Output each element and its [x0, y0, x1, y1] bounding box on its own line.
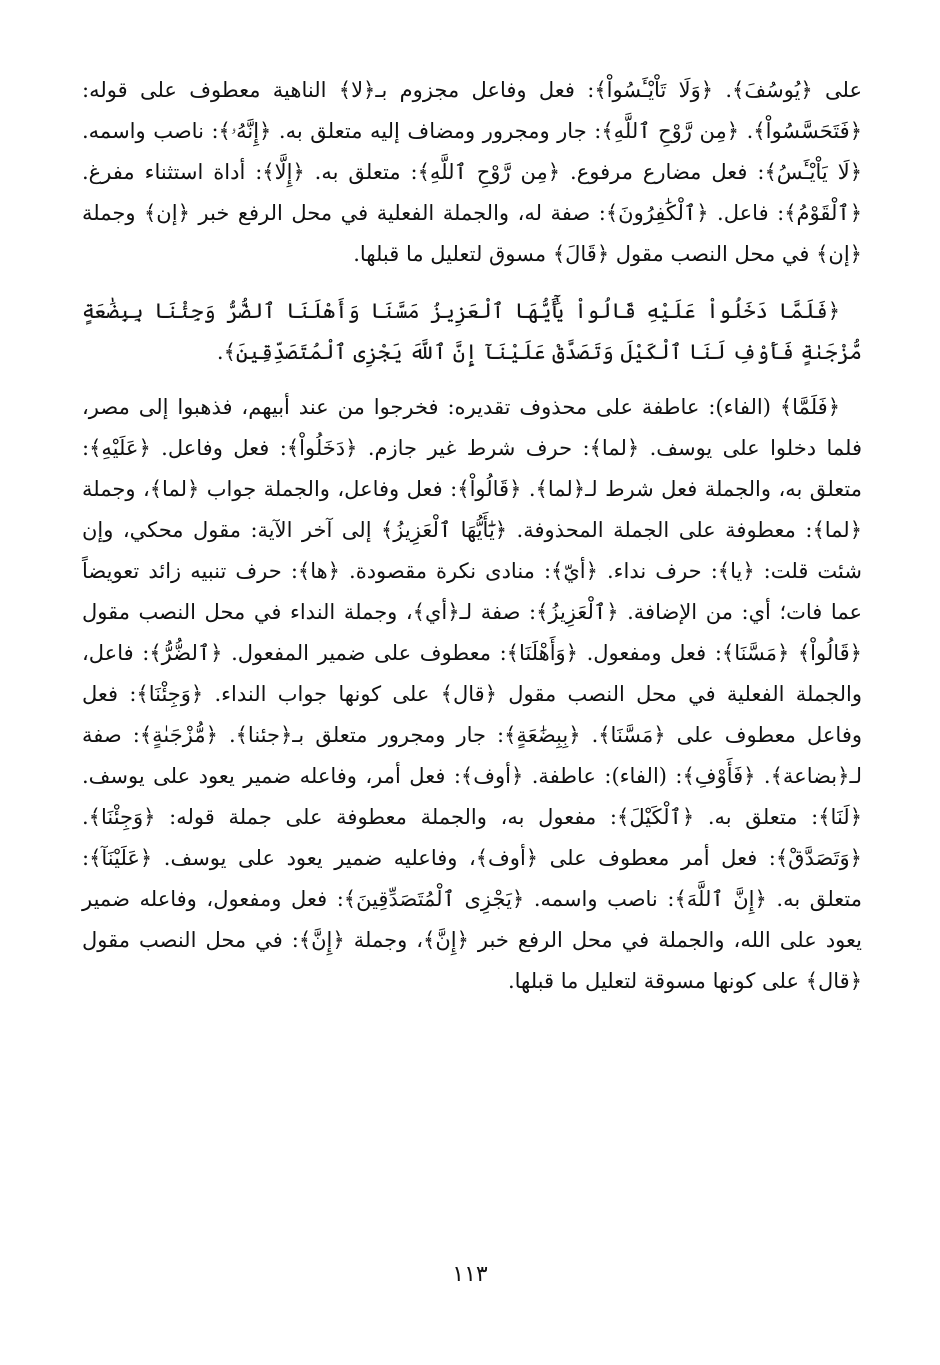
paragraph-commentary-1: على ﴿يُوسُفَ﴾. ﴿وَلَا تَاْيْـَٔسُواْ﴾: فعل وفاعل مجزوم بـ﴿لا﴾ الناهية معطوف على قوله: ﴿فَتَحَسَّسُواْ﴾. ﴿مِن رَّوْحِ ٱللَّهِ﴾: جار ومجرور ومضاف إليه متعلق به. ﴿إِنَّهُۥ﴾: ناصب واسمه. ﴿لَا يَاْيْـَٔسُ﴾: فعل مضارع مرفوع. ﴿مِن رَّوْحِ ٱللَّهِ﴾: متعلق به. ﴿إِلَّا﴾: أداة استثناء مفرغ. ﴿ٱلْقَوْمُ﴾: فاعل. ﴿ٱلْكَٰفِرُونَ﴾: صفة له، والجملة الفعلية في محل الرفع خبر ﴿إن﴾ وجملة ﴿إن﴾ في محل النصب مقول ﴿قَالَ﴾ مسوق لتعليل ما قبلها.	[82, 78, 862, 266]
page-body	[82, 70, 862, 1300]
quran-verse: ﴿فَلَمَّا دَخَلُواْ عَلَيْهِ قَالُواْ يَٰٓأَيُّهَا ٱلْعَزِيزُ مَسَّنَا وَأَهْلَنَا ٱلضُّرُّ وَجِئْنَا بِبِضَٰعَةٍ مُّزْجَىٰةٍ فَأَوْفِ لَنَا ٱلْكَيْلَ وَتَصَدَّقْ عَلَيْنَآ إِنَّ ٱللَّهَ يَجْزِى ٱلْمُتَصَدِّقِينَ﴾.	[82, 299, 862, 364]
paragraph-commentary-2: ﴿فَلَمَّا﴾ (الفاء): عاطفة على محذوف تقديره: فخرجوا من عند أبيهم، فذهبوا إلى مصر، فلما دخلوا على يوسف. ﴿لما﴾: حرف شرط غير جازم. ﴿دَخَلُواْ﴾: فعل وفاعل. ﴿عَلَيْهِ﴾: متعلق به، والجملة فعل شرط لـ﴿لما﴾. ﴿قَالُواْ﴾: فعل وفاعل، والجملة جواب ﴿لما﴾، وجملة ﴿لما﴾: معطوفة على الجملة المحذوفة. ﴿يَٰٓأَيُّهَا ٱلْعَزِيزُ﴾ إلى آخر الآية: مقول محكي، وإن شئت قلت: ﴿يا﴾: حرف نداء. ﴿أيّ﴾: منادى نكرة مقصودة. ﴿ها﴾: حرف تنبيه زائد تعويضاً عما فات؛ أي: من الإضافة. ﴿ٱلْعَزِيزُ﴾: صفة لـ﴿أي﴾، وجملة النداء في محل النصب مقول ﴿قَالُواْ﴾ ﴿مَسَّنَا﴾: فعل ومفعول. ﴿وَأَهْلَنَا﴾: معطوف على ضمير المفعول. ﴿ٱلضُّرُّ﴾: فاعل، والجملة الفعلية في محل النصب مقول ﴿قال﴾ على كونها جواب النداء. ﴿وَجِئْنَا﴾: فعل وفاعل معطوف على ﴿مَسَّنَا﴾. ﴿بِبِضَٰعَةٍ﴾: جار ومجرور متعلق بـ﴿جئنا﴾. ﴿مُّزْجَىٰةٍ﴾: صفة لـ﴿بضاعة﴾. ﴿فَأَوْفِ﴾: (الفاء): عاطفة. ﴿أوف﴾: فعل أمر، وفاعله ضمير يعود على يوسف. ﴿لَنَا﴾: متعلق به. ﴿ٱلْكَيْلَ﴾: مفعول به، والجملة معطوفة على جملة قوله: ﴿وَجِئْنَا﴾. ﴿وَتَصَدَّقْ﴾: فعل أمر معطوف على ﴿أوف﴾، وفاعليه ضمير يعود على يوسف. ﴿عَلَيْنَآ﴾: متعلق به. ﴿إِنَّ ٱللَّهَ﴾: ناصب واسمه. ﴿يَجْزِى ٱلْمُتَصَدِّقِينَ﴾: فعل ومفعول، وفاعله ضمير يعود على الله، والجملة في محل الرفع خبر ﴿إِنَّ﴾، وجملة ﴿إِنَّ﴾: في محل النصب مقول ﴿قال﴾ على كونها مسوقة لتعليل ما قبلها.	[82, 395, 862, 993]
page-number: ١١٣	[452, 1262, 488, 1287]
